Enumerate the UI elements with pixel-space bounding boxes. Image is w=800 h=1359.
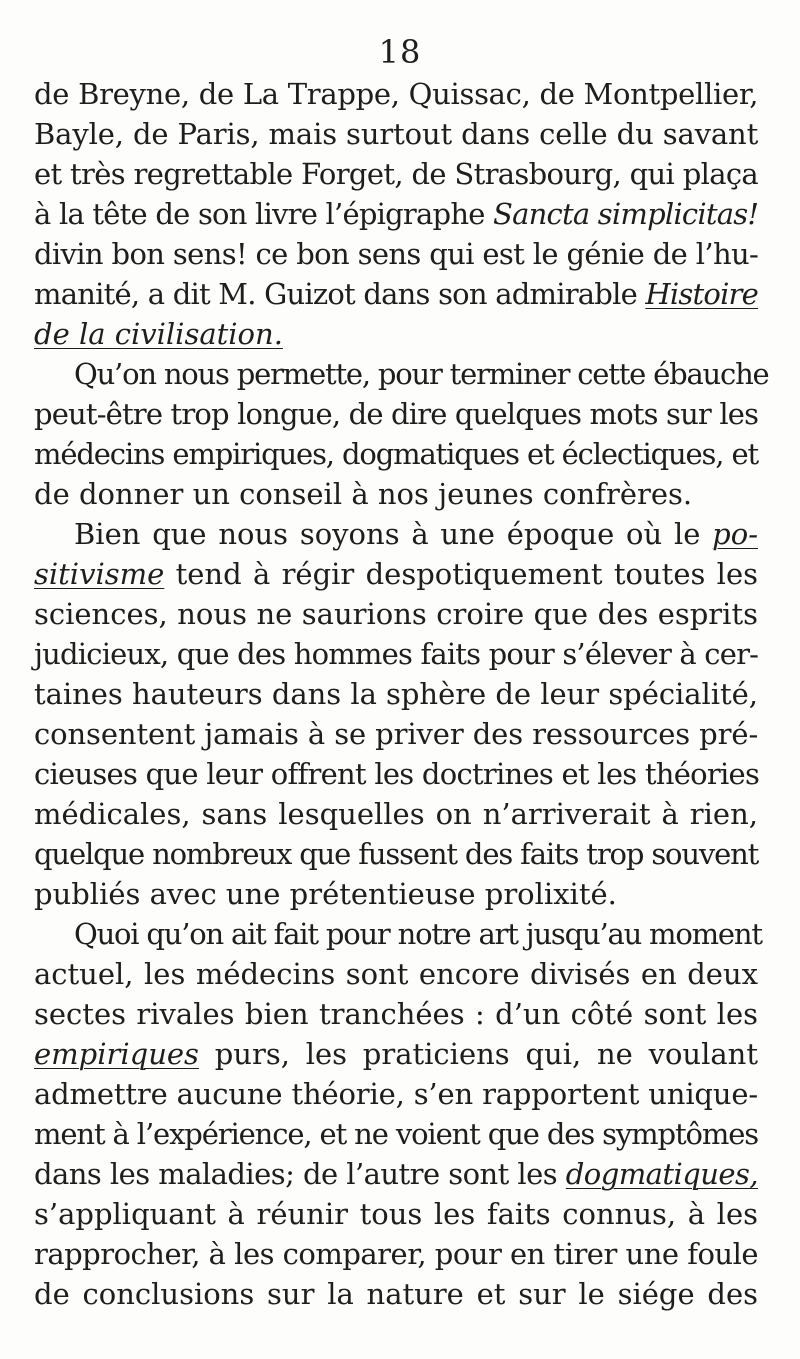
italic-word: empiriques [34,1037,199,1071]
italic-phrase: Sancta simplicitas! [493,197,759,231]
body-text [34,74,769,1314]
text-segment: cieuses que leur offrent les doctrines et les théories [34,757,760,791]
italic-word: sitivisme [34,557,165,591]
text-segment: médicales, sans lesquelles on n’arriverait à rien, [34,797,758,831]
text-segment: médecins empiriques, dogmatiques et éclectiques, et [34,437,758,471]
text-line [34,1074,758,1114]
text-segment: peut-être trop longue, de dire quelques mots sur les [34,397,759,431]
text-segment: ment à l’expérience, et ne voient que des symptômes [34,1117,758,1151]
italic-title: de la civilisation. [34,317,283,351]
text-segment: sectes rivales bien tranchées : d’un côté sont les [34,997,758,1031]
text-line [34,114,758,154]
text-segment: de conclusions sur la nature et sur le siége des [34,1277,758,1311]
text-segment: quelque nombreux que fussent des faits trop souvent [34,837,759,871]
text-line [34,594,758,634]
text-segment: Bayle, de Paris, mais surtout dans celle du savant [34,117,759,151]
text-line [34,954,758,994]
text-line [34,914,762,954]
text-line [34,674,758,714]
text-segment: taines hauteurs dans la sphère de leur spécialité, [34,677,758,711]
text-line [34,994,758,1034]
text-line [34,74,758,114]
text-line [34,434,758,474]
text-line [34,794,758,834]
text-segment: divin bon sens! ce bon sens qui est le génie de l’hu- [34,237,759,271]
text-line [34,554,758,594]
text-segment: admettre aucune théorie, s’en rapportent unique- [34,1077,758,1111]
text-line [34,154,758,194]
text-line [34,1034,758,1074]
text-segment: à la tête de son livre l’épigraphe [34,197,494,231]
text-segment: Quoi qu’on ait fait pour notre art jusqu’au moment [74,917,762,951]
text-line [34,1154,758,1194]
text-segment: de Breyne, de La Trappe, Quissac, de Montpellier, [34,77,759,111]
text-segment: Bien que nous soyons à une époque où le [74,517,713,551]
text-line [34,874,758,914]
text-line [34,394,758,434]
page-number: 18 [378,33,422,71]
text-line [34,1114,758,1154]
text-segment: manité, a dit M. Guizot dans son admirable [34,277,646,311]
text-segment: judicieux, que des hommes faits pour s’élever à cer- [34,637,759,671]
text-line [34,474,758,514]
italic-word: po- [712,517,758,551]
text-segment: tend à régir despotiquement toutes les [164,557,758,591]
text-line [34,1274,758,1314]
text-line [34,1194,758,1234]
text-line [34,274,758,314]
italic-title: Histoire [645,277,759,311]
text-segment: rapprocher, à les comparer, pour en tirer une foule [34,1237,758,1271]
text-line [34,234,758,274]
text-line [34,754,758,794]
text-segment: Qu’on nous permette, pour terminer cette ébauche [74,357,769,391]
text-line [34,834,758,874]
text-line [34,354,769,394]
text-line [34,1234,758,1274]
text-segment: publiés avec une prétentieuse prolixité. [34,877,617,911]
text-segment: sciences, nous ne saurions croire que des esprits [34,597,758,631]
text-segment: actuel, les médecins sont encore divisés en deux [34,957,758,991]
text-line [34,514,758,554]
text-segment: s’appliquant à réunir tous les faits connus, à les [34,1197,758,1231]
text-segment: consentent jamais à se priver des ressources pré- [34,717,759,751]
text-segment: purs, les praticiens qui, ne voulant [198,1037,758,1071]
italic-word: dogmatiques, [565,1157,758,1191]
text-line [34,314,758,354]
text-segment: et très regrettable Forget, de Strasbourg, qui plaça [34,157,759,191]
text-line [34,634,758,674]
text-segment: de donner un conseil à nos jeunes confrères. [34,477,693,511]
text-segment: dans les maladies; de l’autre sont les [34,1157,566,1191]
text-line [34,714,758,754]
text-line [34,194,758,234]
